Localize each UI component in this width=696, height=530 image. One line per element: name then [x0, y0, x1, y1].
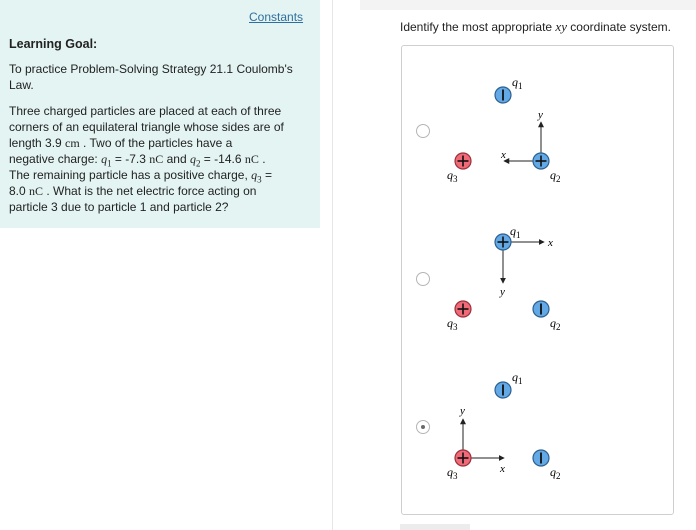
unit-nc: nC	[29, 184, 44, 198]
charge-label: $q_2$	[550, 465, 561, 481]
q3-symbol: q	[251, 168, 258, 182]
problem-line: negative charge:	[9, 152, 102, 166]
x-axis-label: x	[501, 149, 506, 161]
charge-label: $q_2$	[550, 168, 561, 184]
question-text: Identify the most appropriate	[400, 20, 556, 34]
charge-label: $q_3$	[447, 316, 458, 332]
charge-q1-origin	[495, 234, 511, 250]
question-xy: xy	[555, 19, 567, 34]
and-word: and	[163, 152, 190, 166]
charge-q2-negative	[533, 450, 549, 466]
y-axis-label: y	[460, 405, 465, 417]
charge-label: $q_1$	[512, 370, 523, 386]
problem-line: The remaining particle has a positive charge,	[9, 168, 252, 182]
charge-q3-origin	[455, 450, 471, 466]
charge-q1-negative	[495, 382, 511, 398]
q2-value: = -14.6	[200, 152, 245, 166]
charge-q3-positive	[455, 301, 471, 317]
y-axis-label: y	[538, 109, 543, 121]
q2-symbol: q	[189, 152, 196, 166]
charge-label: $q_1$	[512, 75, 523, 91]
problem-line: length 3.9	[9, 136, 66, 150]
q3-subscript: 3	[257, 174, 262, 185]
problem-line: . Two of the particles have a	[79, 136, 233, 150]
x-axis-label: x	[548, 237, 553, 249]
q1-symbol: q	[101, 152, 108, 166]
charge-label: $q_3$	[447, 168, 458, 184]
problem-line: . What is the net electric force acting on	[43, 184, 257, 198]
problem-line: Three charged particles are placed at each of three	[9, 104, 282, 118]
q1-subscript: 1	[107, 158, 112, 169]
x-axis-label: x	[500, 463, 505, 475]
learning-goal-text: To practice Problem-Solving Strategy 21.1 Coulomb's Law.	[9, 62, 293, 92]
learning-goal-heading: Learning Goal:	[9, 37, 98, 51]
submit-button-edge[interactable]	[400, 524, 470, 530]
choice-3-diagram	[447, 370, 561, 481]
unit-nc: nC	[149, 152, 164, 166]
unit-nc: nC	[244, 152, 259, 166]
unit-cm: cm	[65, 136, 80, 150]
q3-equals: =	[261, 168, 272, 182]
q3-value: 8.0	[9, 184, 30, 198]
q2-subscript: 2	[195, 158, 201, 169]
charge-q3-positive	[455, 153, 471, 169]
charge-label: $q_2$	[550, 316, 561, 332]
charge-label: $q_3$	[447, 465, 458, 481]
question-text: coordinate system.	[566, 20, 672, 34]
y-axis-label: y	[500, 286, 505, 298]
charge-q2-origin	[533, 153, 549, 169]
choice-1-diagram	[447, 75, 561, 184]
problem-line: particle 3 due to particle 1 and particle 2?	[9, 200, 229, 214]
q1-value: = -7.3	[111, 152, 150, 166]
choice-2-diagram	[447, 224, 561, 332]
charge-label: $q_1$	[510, 224, 521, 240]
problem-line: corners of an equilateral triangle whose sides are of	[9, 120, 284, 134]
charge-q2-negative	[533, 301, 549, 317]
charge-q1-negative	[495, 87, 511, 103]
constants-link[interactable]: Constants	[249, 10, 304, 24]
period: .	[258, 152, 266, 166]
